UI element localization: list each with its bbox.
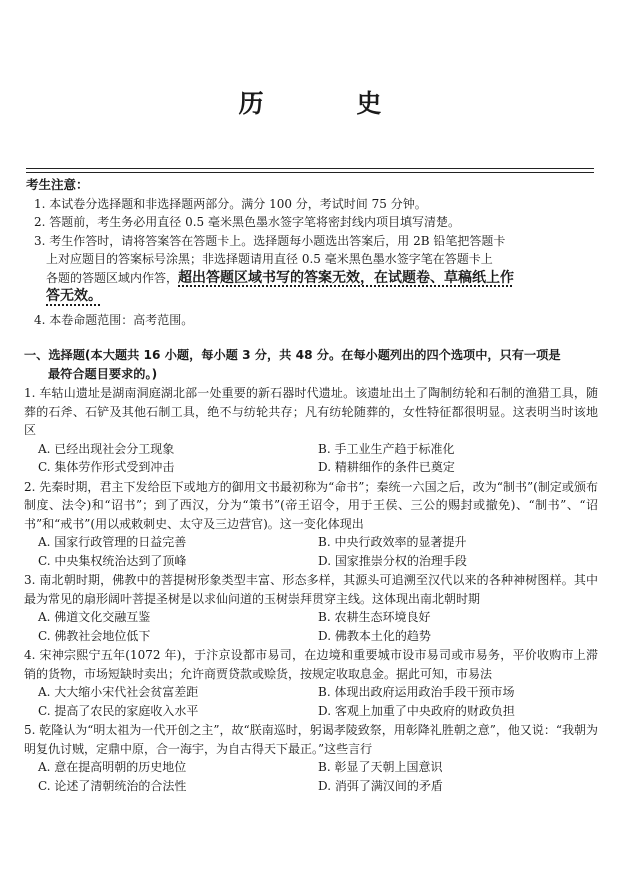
notice-item: 1. 本试卷分选择题和非选择题两部分。满分 100 分，考试时间 75 分钟。: [34, 196, 427, 211]
question-options: [24, 533, 598, 570]
notice-item: 2. 答题前，考生务必用直径 0.5 毫米黑色墨水签字笔将密封线内项目填写清楚。: [34, 215, 460, 229]
question-options: [24, 758, 598, 795]
question-stem: 4. 宋神宗熙宁五年(1072 年)，于汴京设都市易司，在边境和重要城市设市易司或市易务，平价收购市上滞销的货物，市场短缺时卖出；允许商贾贷款或赊货，按规定收取息金。据此可知，市易法: [24, 648, 598, 681]
section-heading: [24, 346, 598, 383]
notice-emphasis: 答无效。: [46, 288, 102, 304]
option-b: B. 彰显了天朝上国意识: [318, 760, 443, 774]
option-c: C. 论述了清朝统治的合法性: [38, 778, 187, 793]
option-c: C. 集体劳作形式受到冲击: [38, 460, 175, 474]
option-d: D. 客观上加重了中央政府的财政负担: [318, 703, 515, 718]
notice-item: 4. 本卷命题范围：高考范围。: [34, 312, 194, 327]
option-d: D. 精耕细作的条件已奠定: [318, 460, 455, 474]
section-heading-line: 最符合题目要求的。): [48, 366, 158, 381]
page-title: 历 史: [238, 89, 424, 118]
header-rule-thin: [26, 172, 594, 173]
option-b: B. 农耕生态环境良好: [318, 610, 431, 624]
notice-item-continuation: [26, 287, 596, 306]
question: [24, 478, 598, 571]
question-options: [24, 440, 598, 477]
option-b: B. 中央行政效率的显著提升: [318, 535, 467, 549]
question: [24, 721, 598, 795]
option-b: B. 手工业生产趋于标准化: [318, 441, 455, 456]
choice-section: [24, 346, 598, 795]
notice-item-continuation: [26, 269, 596, 288]
notice-emphasis: 超出答题区域书写的答案无效，在试题卷、草稿纸上作: [178, 269, 515, 286]
question-stem: 5. 乾隆认为“明太祖为一代开创之主”，故“朕南巡时，躬谒孝陵致祭，用彰降礼胜朝之意”，他又说：“我朝为明复仇讨贼，定鼎中原，合一海宇，为自古得天下最正。”这些言行: [24, 723, 598, 756]
question: [24, 646, 598, 720]
exam-notice: [26, 176, 596, 329]
notice-item: 3. 考生作答时，请将答案答在答题卡上。选择题每小题选出答案后，用 2B 铅笔把答题卡: [34, 233, 506, 248]
option-a: A. 国家行政管理的日益完善: [38, 535, 187, 549]
option-b: B. 体现出政府运用政治手段干预市场: [318, 685, 515, 699]
question: [24, 384, 598, 477]
notice-heading: 考生注意：: [26, 177, 89, 192]
section-heading-line: 一、选择题(本大题共 16 小题，每小题 3 分，共 48 分。在每小题列出的四个选项中，只有一项是: [24, 348, 561, 362]
option-a: A. 佛道文化交融互鉴: [38, 610, 151, 624]
notice-item-continuation: 上对应题目的答案标号涂黑；非选择题请用直径 0.5 毫米黑色墨水签字笔在答题卡上: [46, 252, 493, 266]
option-c: C. 中央集权统治达到了顶峰: [38, 553, 187, 568]
option-c: C. 佛教社会地位低下: [38, 628, 151, 643]
question-stem: 2. 先秦时期，君主下发给臣下或地方的御用文书最初称为“命书”；秦统一六国之后，改为“制书”(制定或颁布制度、法令)和“诏书”；到了西汉，分为“策书”(帝王诏令，用于王侯、三公的赐封或撤免)、“制书”、“诏书”和“戒书”(用以戒敕刺史、太守及三边营官)。这一变化体现出: [24, 479, 598, 531]
option-c: C. 提高了农民的家庭收入水平: [38, 703, 199, 718]
question-stem: 1. 车轱山遗址是湖南洞庭湖北部一处重要的新石器时代遗址。该遗址出土了陶制纺轮和石制的渔猎工具，随葬的石斧、石铲及其他石制工具，绝不与纺轮共存；凡有纺轮随葬的，女性特征都很明显。这表明当时该地区: [24, 386, 598, 437]
question-stem: 3. 南北朝时期，佛教中的菩提树形象类型丰富、形态多样，其源头可追溯至汉代以来的各种神树图样。其中最为常见的扇形阔叶菩提圣树是以求仙问道的玉树崇拜贯穿主线。这体现出南北朝时期: [24, 573, 598, 606]
notice-text: 各题的答题区域内作答，: [46, 270, 179, 285]
question-options: [24, 683, 598, 720]
option-a: A. 意在提高明朝的历史地位: [38, 760, 187, 774]
option-d: D. 国家推崇分权的治理手段: [318, 553, 467, 568]
option-d: D. 消弭了满汉间的矛盾: [318, 778, 443, 793]
question-options: [24, 608, 598, 645]
question: [24, 571, 598, 645]
option-a: A. 大大缩小宋代社会贫富差距: [38, 685, 199, 699]
header-rule-thick: [26, 168, 594, 169]
option-d: D. 佛教本土化的趋势: [318, 628, 431, 643]
option-a: A. 已经出现社会分工现象: [38, 441, 175, 456]
